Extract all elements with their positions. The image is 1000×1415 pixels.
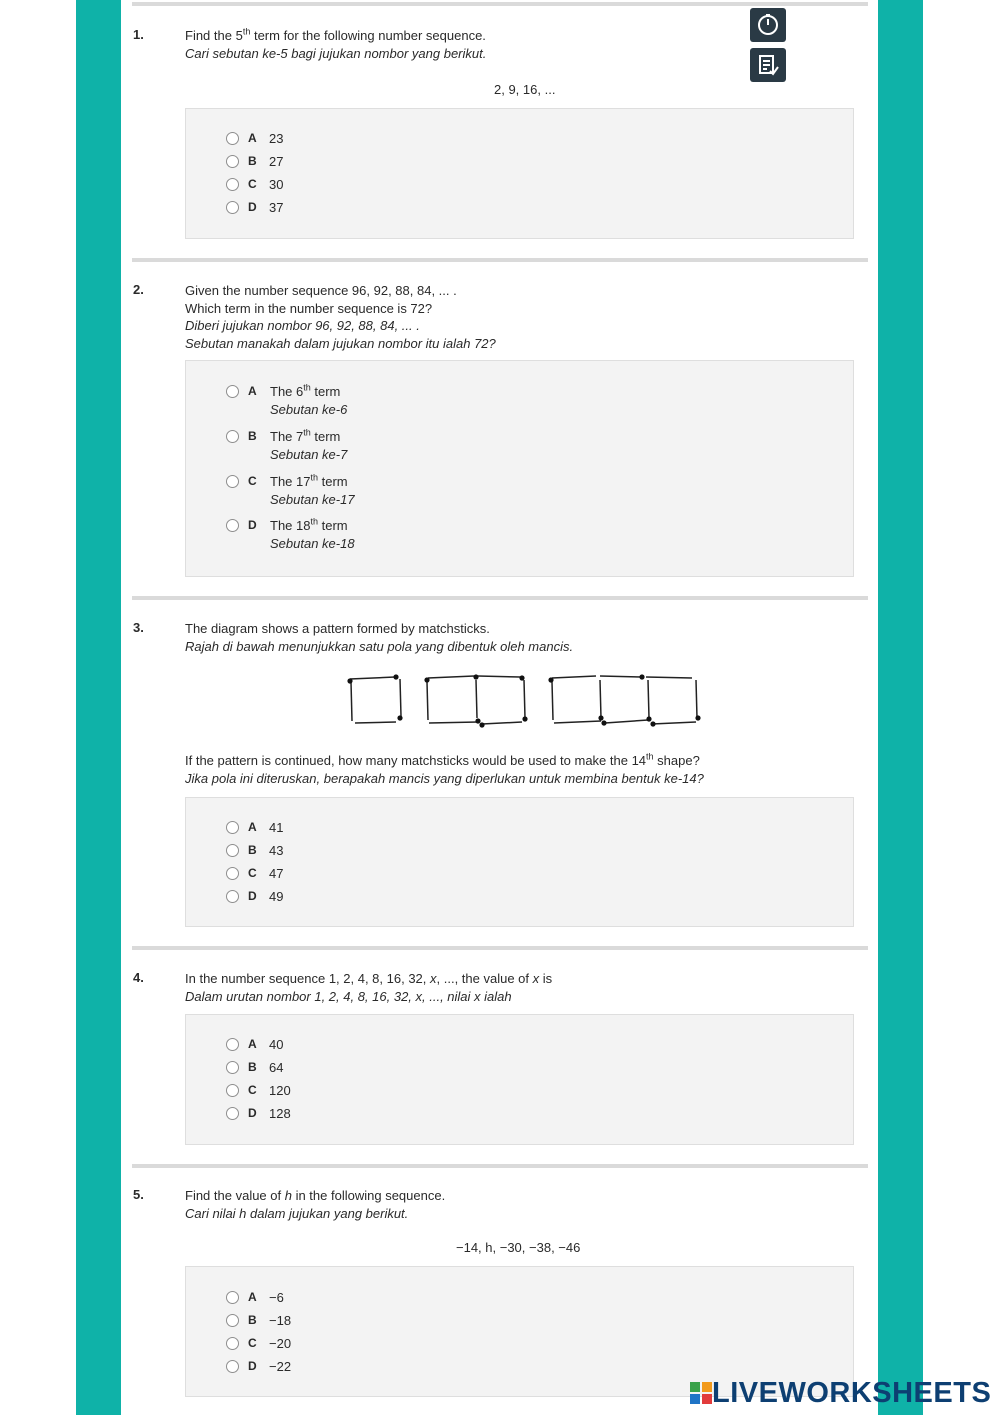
radio-button[interactable] (226, 132, 239, 145)
question-text: In the number sequence 1, 2, 4, 8, 16, 32, x, ..., the value of x is Dalam urutan nombor 1, 2, 4, 8, 16, 32, x, ..., nilai x ialah (185, 971, 553, 1004)
left-teal-border (76, 0, 121, 1415)
timer-button[interactable] (750, 8, 786, 42)
submit-icon (756, 53, 780, 77)
option-b[interactable]: B −18 (226, 1311, 291, 1329)
liveworksheets-logo[interactable] (690, 1375, 991, 1411)
option-b[interactable]: B 43 (226, 841, 283, 859)
radio-button[interactable] (226, 1337, 239, 1350)
option-d[interactable]: D 37 (226, 198, 283, 216)
sequence: −14, h, −30, −38, −46 (456, 1240, 581, 1255)
radio-button[interactable] (226, 1084, 239, 1097)
question-text: The diagram shows a pattern formed by matchsticks. Rajah di bawah menunjukkan satu pola yang dibentuk oleh mancis. (185, 621, 574, 654)
options-panel (185, 108, 854, 239)
radio-button[interactable] (226, 430, 239, 443)
matchstick-diagram (340, 668, 710, 728)
radio-button[interactable] (226, 1360, 239, 1373)
question-number: 1. (133, 27, 144, 42)
option-d[interactable]: D 128 (226, 1104, 291, 1122)
radio-button[interactable] (226, 1061, 239, 1074)
option-b[interactable]: B 64 (226, 1058, 283, 1076)
radio-button[interactable] (226, 844, 239, 857)
separator (132, 946, 868, 950)
question-text: Find the value of h in the following sequence. Cari nilai h dalam jujukan yang berikut. (185, 1188, 446, 1221)
options-panel (185, 797, 854, 927)
radio-button[interactable] (226, 178, 239, 191)
logo-text: LIVEWORKSHEETS (712, 1376, 992, 1409)
option-a[interactable]: A 40 (226, 1035, 283, 1053)
timer-icon (756, 13, 780, 37)
radio-button[interactable] (226, 201, 239, 214)
question-number: 2. (133, 282, 144, 297)
question-text: If the pattern is continued, how many matchsticks would be used to make the 14th shape? Jika pola ini diteruskan, berapakah mancis yang diperlukan untuk membina bentuk ke-14? (185, 751, 704, 786)
question-number: 3. (133, 620, 144, 635)
question-text: Find the 5th term for the following number sequence. Cari sebutan ke-5 bagi jujukan nombor yang berikut. (185, 26, 487, 61)
logo-icon (690, 1382, 712, 1404)
option-c[interactable]: C 30 (226, 175, 283, 193)
option-c[interactable]: C 47 (226, 864, 283, 882)
option-a[interactable]: A 23 (226, 129, 283, 147)
separator (132, 258, 868, 262)
radio-button[interactable] (226, 385, 239, 398)
option-d[interactable]: D 49 (226, 887, 283, 905)
option-a[interactable]: A −6 (226, 1288, 284, 1306)
radio-button[interactable] (226, 1291, 239, 1304)
radio-button[interactable] (226, 155, 239, 168)
radio-button[interactable] (226, 821, 239, 834)
option-d[interactable]: D −22 (226, 1357, 291, 1375)
radio-button[interactable] (226, 519, 239, 532)
submit-button[interactable] (750, 48, 786, 82)
radio-button[interactable] (226, 475, 239, 488)
sequence: 2, 9, 16, ... (494, 82, 556, 97)
right-teal-border (878, 0, 923, 1415)
question-number: 4. (133, 970, 144, 985)
separator (132, 2, 868, 6)
radio-button[interactable] (226, 890, 239, 903)
options-panel (185, 1014, 854, 1145)
radio-button[interactable] (226, 867, 239, 880)
radio-button[interactable] (226, 1038, 239, 1051)
option-c[interactable]: C 120 (226, 1081, 291, 1099)
separator (132, 1164, 868, 1168)
radio-button[interactable] (226, 1314, 239, 1327)
separator (132, 596, 868, 600)
question-text: Given the number sequence 96, 92, 88, 84, ... . Which term in the number sequence is 72? Diberi jujukan nombor 96, 92, 88, 84, ... . Sebutan manakah dalam jujukan nombor itu ialah 72? (185, 283, 496, 351)
option-c[interactable]: C −20 (226, 1334, 291, 1352)
option-b[interactable]: B 27 (226, 152, 283, 170)
radio-button[interactable] (226, 1107, 239, 1120)
question-number: 5. (133, 1187, 144, 1202)
option-a[interactable]: A 41 (226, 818, 283, 836)
